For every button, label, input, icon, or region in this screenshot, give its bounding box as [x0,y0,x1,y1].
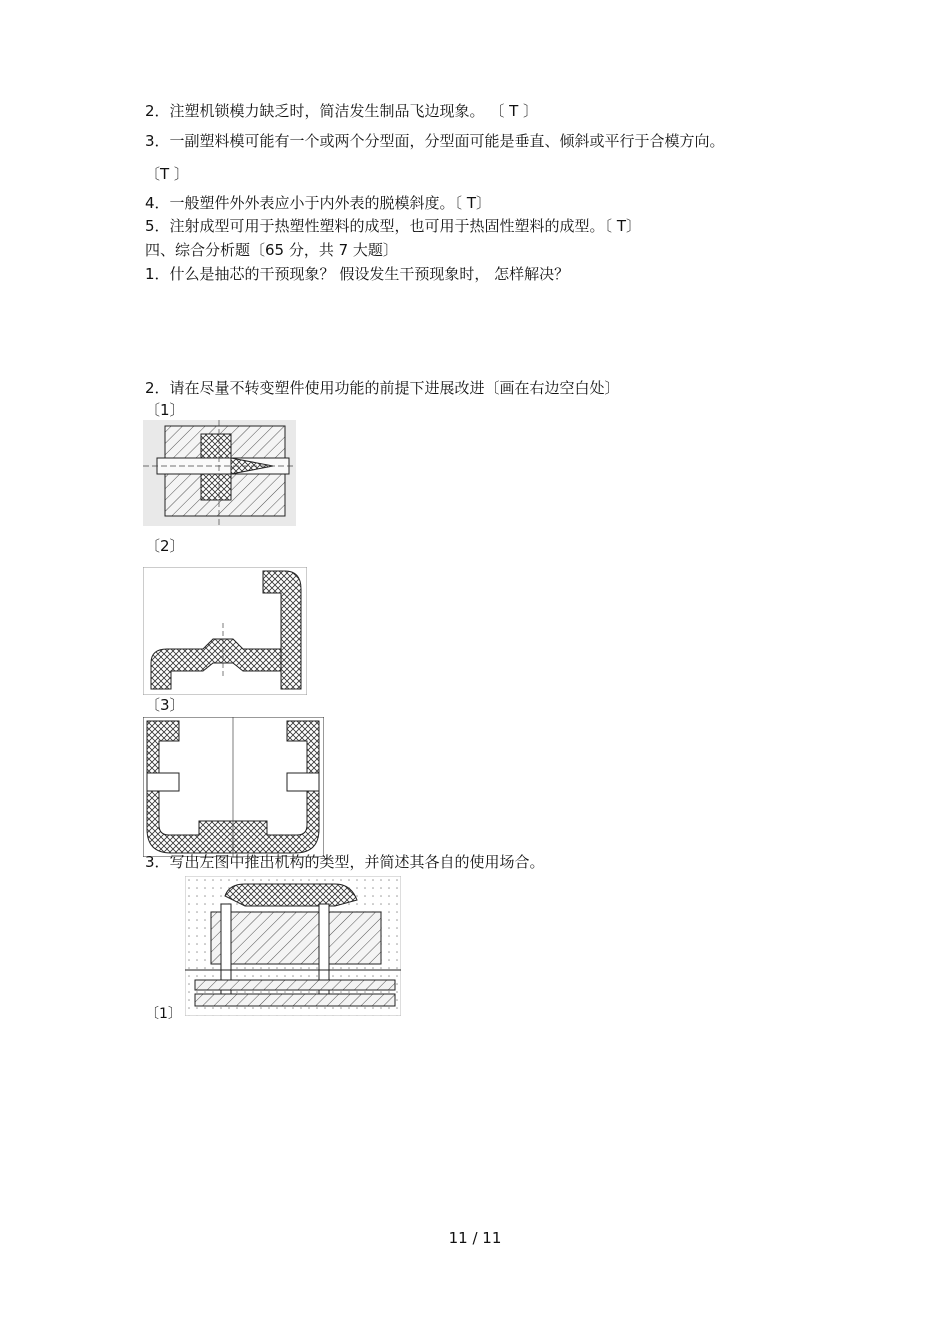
tf-question-4: 4．一般塑件外外表应小于内外表的脱模斜度。〔 T〕 [145,194,491,212]
question-3: 3．写出左图中推出机构的类型，并简述其各自的使用场合。 [145,853,545,871]
section-heading: 四、综合分析题〔65 分，共 7 大题〕 [145,241,398,259]
question-3-part-1-label: 〔1〕 [145,1006,182,1022]
figure-2-2 [143,567,307,695]
figure-2-3 [143,717,324,857]
figure-3-1 [185,876,401,1016]
tf-question-3: 3．一副塑料模可能有一个或两个分型面，分型面可能是垂直、倾斜或平行于合模方向。 [145,132,725,150]
question-2-part-3-label: 〔3〕 [145,696,185,714]
question-1: 1．什么是抽芯的干预现象？ 假设发生干预现象时， 怎样解决？ [145,265,570,283]
tf-question-2: 2．注塑机锁模力缺乏时，简洁发生制品飞边现象。 〔 T 〕 [145,102,539,120]
question-2-part-1-label: 〔1〕 [145,401,185,419]
figure-2-1 [143,420,296,526]
page-number: 11 / 11 [448,1229,502,1247]
tf-question-3-answer: 〔T 〕 [145,165,189,183]
question-2-part-2-label: 〔2〕 [145,537,185,555]
question-2: 2．请在尽量不转变塑件使用功能的前提下进展改进〔画在右边空白处〕 [145,379,620,397]
tf-question-5: 5．注射成型可用于热塑性塑料的成型，也可用于热固性塑料的成型。〔 T〕 [145,217,641,235]
